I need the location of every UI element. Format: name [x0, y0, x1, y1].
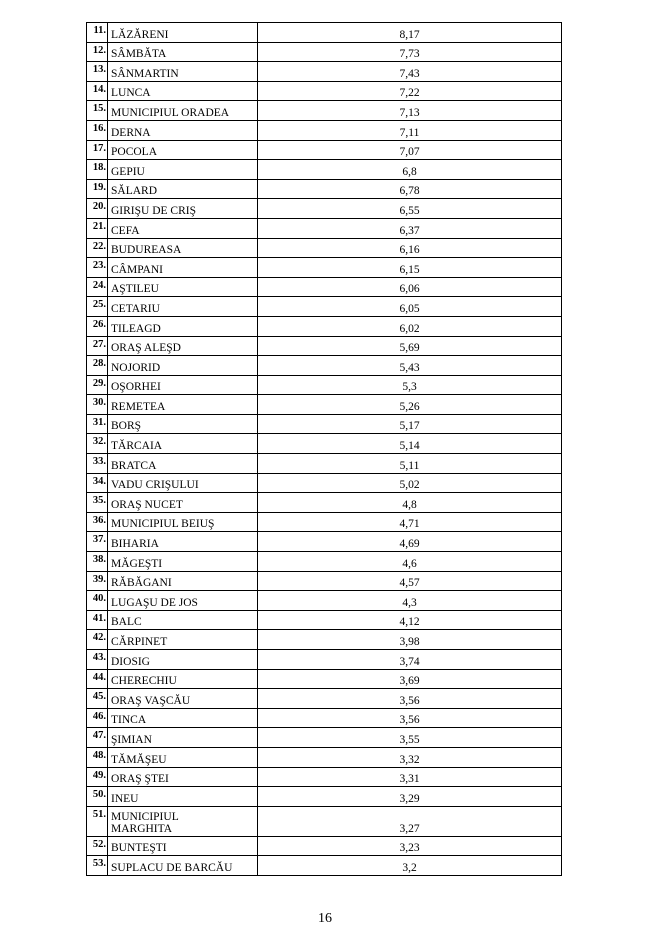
table-row	[87, 395, 562, 415]
score-cell: 4,71	[258, 512, 562, 532]
locality-name-cell: ORAŞ ŞTEI	[108, 767, 258, 787]
score-cell: 3,56	[258, 689, 562, 709]
score-cell: 3,32	[258, 747, 562, 767]
locality-name-cell: AŞTILEU	[108, 277, 258, 297]
score-cell: 3,74	[258, 650, 562, 670]
locality-name-cell: LĂZĂRENI	[108, 23, 258, 43]
score-cell: 7,11	[258, 120, 562, 140]
score-cell: 7,43	[258, 62, 562, 82]
rank-cell: 48.	[87, 747, 108, 767]
locality-name-cell: SUPLACU DE BARCĂU	[108, 856, 258, 876]
score-cell: 3,98	[258, 630, 562, 650]
rank-cell: 18.	[87, 160, 108, 180]
rank-cell: 17.	[87, 140, 108, 160]
locality-name-cell: CETARIU	[108, 297, 258, 317]
table-row	[87, 434, 562, 454]
rank-cell: 50.	[87, 787, 108, 807]
locality-name-cell: CĂRPINET	[108, 630, 258, 650]
rank-cell: 24.	[87, 277, 108, 297]
score-cell: 7,73	[258, 42, 562, 62]
score-cell: 5,11	[258, 454, 562, 474]
locality-name-cell: CEFA	[108, 218, 258, 238]
score-cell: 6,05	[258, 297, 562, 317]
table-row	[87, 336, 562, 356]
table-row	[87, 571, 562, 591]
locality-name-cell: ŞIMIAN	[108, 728, 258, 748]
table-row	[87, 856, 562, 876]
rank-cell: 15.	[87, 101, 108, 121]
rank-cell: 11.	[87, 23, 108, 43]
table-row	[87, 316, 562, 336]
score-cell: 3,69	[258, 669, 562, 689]
rank-cell: 19.	[87, 179, 108, 199]
score-cell: 4,69	[258, 532, 562, 552]
locality-name-cell: TĂMĂŞEU	[108, 747, 258, 767]
table-row	[87, 356, 562, 376]
table-row	[87, 493, 562, 513]
table-row	[87, 42, 562, 62]
rank-cell: 37.	[87, 532, 108, 552]
rank-cell: 51.	[87, 806, 108, 836]
table-row	[87, 62, 562, 82]
table-row	[87, 552, 562, 572]
table-row	[87, 669, 562, 689]
table-row	[87, 140, 562, 160]
locality-name-cell: ORAŞ VAŞCĂU	[108, 689, 258, 709]
rank-cell: 13.	[87, 62, 108, 82]
locality-name-cell: LUNCA	[108, 81, 258, 101]
locality-name-cell: BORŞ	[108, 414, 258, 434]
score-cell: 5,02	[258, 473, 562, 493]
locality-name-cell: ORAŞ NUCET	[108, 493, 258, 513]
rank-cell: 45.	[87, 689, 108, 709]
locality-name-cell: INEU	[108, 787, 258, 807]
locality-name-cell: MUNICIPIUL ORADEA	[108, 101, 258, 121]
table-row	[87, 747, 562, 767]
score-cell: 7,22	[258, 81, 562, 101]
rank-cell: 44.	[87, 669, 108, 689]
rank-cell: 27.	[87, 336, 108, 356]
rank-cell: 22.	[87, 238, 108, 258]
table-row	[87, 532, 562, 552]
table-row	[87, 708, 562, 728]
table-row	[87, 806, 562, 836]
table-row	[87, 767, 562, 787]
table-row	[87, 258, 562, 278]
rank-cell: 23.	[87, 258, 108, 278]
rank-cell: 33.	[87, 454, 108, 474]
locality-name-cell: NOJORID	[108, 356, 258, 376]
rank-cell: 16.	[87, 120, 108, 140]
locality-name-line: MUNICIPIUL	[111, 810, 179, 823]
table-row	[87, 787, 562, 807]
locality-name-cell: BUNTEŞTI	[108, 836, 258, 856]
locality-name-line: MARGHITA	[111, 822, 173, 835]
table-row	[87, 199, 562, 219]
ranking-table-body	[87, 23, 562, 876]
score-cell: 6,78	[258, 179, 562, 199]
score-cell: 6,8	[258, 160, 562, 180]
locality-name-cell: LUGAŞU DE JOS	[108, 591, 258, 611]
locality-name-cell: POCOLA	[108, 140, 258, 160]
score-cell: 4,6	[258, 552, 562, 572]
score-cell: 3,29	[258, 787, 562, 807]
score-cell: 6,15	[258, 258, 562, 278]
score-cell: 8,17	[258, 23, 562, 43]
score-cell: 7,07	[258, 140, 562, 160]
table-row	[87, 238, 562, 258]
table-row	[87, 297, 562, 317]
rank-cell: 35.	[87, 493, 108, 513]
table-row	[87, 81, 562, 101]
table-row	[87, 836, 562, 856]
rank-cell: 53.	[87, 856, 108, 876]
rank-cell: 43.	[87, 650, 108, 670]
score-cell: 5,26	[258, 395, 562, 415]
table-row	[87, 179, 562, 199]
table-row	[87, 120, 562, 140]
rank-cell: 29.	[87, 375, 108, 395]
rank-cell: 40.	[87, 591, 108, 611]
score-cell: 4,8	[258, 493, 562, 513]
table-row	[87, 728, 562, 748]
ranking-table	[86, 22, 562, 876]
rank-cell: 41.	[87, 610, 108, 630]
table-row	[87, 454, 562, 474]
table-row	[87, 414, 562, 434]
rank-cell: 21.	[87, 218, 108, 238]
locality-name-cell: RĂBĂGANI	[108, 571, 258, 591]
score-cell: 5,43	[258, 356, 562, 376]
rank-cell: 12.	[87, 42, 108, 62]
score-cell: 6,06	[258, 277, 562, 297]
locality-name-cell: GIRIŞU DE CRIŞ	[108, 199, 258, 219]
rank-cell: 42.	[87, 630, 108, 650]
rank-cell: 52.	[87, 836, 108, 856]
score-cell: 3,23	[258, 836, 562, 856]
table-row	[87, 689, 562, 709]
rank-cell: 49.	[87, 767, 108, 787]
locality-name-cell: BRATCA	[108, 454, 258, 474]
locality-name-cell: BUDUREASA	[108, 238, 258, 258]
locality-name-cell: VADU CRIŞULUI	[108, 473, 258, 493]
table-row	[87, 218, 562, 238]
locality-name-cell: DIOSIG	[108, 650, 258, 670]
table-row	[87, 375, 562, 395]
score-cell: 3,31	[258, 767, 562, 787]
locality-name-cell: TĂRCAIA	[108, 434, 258, 454]
rank-cell: 34.	[87, 473, 108, 493]
score-cell: 3,2	[258, 856, 562, 876]
score-cell: 5,3	[258, 375, 562, 395]
locality-name-cell	[108, 806, 258, 836]
page-number: 16	[318, 911, 332, 926]
rank-cell: 39.	[87, 571, 108, 591]
table-row	[87, 630, 562, 650]
score-cell: 4,3	[258, 591, 562, 611]
rank-cell: 25.	[87, 297, 108, 317]
locality-name-cell: BALC	[108, 610, 258, 630]
score-cell: 7,13	[258, 101, 562, 121]
table-row	[87, 23, 562, 43]
locality-name-cell: SÂMBĂTA	[108, 42, 258, 62]
table-row	[87, 650, 562, 670]
locality-name-cell: OŞORHEI	[108, 375, 258, 395]
locality-name-cell: CÂMPANI	[108, 258, 258, 278]
rank-cell: 31.	[87, 414, 108, 434]
locality-name-cell: CHERECHIU	[108, 669, 258, 689]
score-cell: 5,14	[258, 434, 562, 454]
score-cell: 4,57	[258, 571, 562, 591]
score-cell: 6,02	[258, 316, 562, 336]
rank-cell: 14.	[87, 81, 108, 101]
locality-name-cell: BIHARIA	[108, 532, 258, 552]
score-cell: 5,69	[258, 336, 562, 356]
locality-name-cell: REMETEA	[108, 395, 258, 415]
table-row	[87, 512, 562, 532]
locality-name-cell: DERNA	[108, 120, 258, 140]
locality-name-cell: MĂGEŞTI	[108, 552, 258, 572]
locality-name-cell: TILEAGD	[108, 316, 258, 336]
score-cell: 6,16	[258, 238, 562, 258]
table-row	[87, 473, 562, 493]
rank-cell: 36.	[87, 512, 108, 532]
score-cell: 3,55	[258, 728, 562, 748]
rank-cell: 38.	[87, 552, 108, 572]
locality-name-cell: MUNICIPIUL BEIUŞ	[108, 512, 258, 532]
score-cell: 3,27	[258, 806, 562, 836]
score-cell: 6,37	[258, 218, 562, 238]
rank-cell: 30.	[87, 395, 108, 415]
rank-cell: 20.	[87, 199, 108, 219]
rank-cell: 47.	[87, 728, 108, 748]
table-row	[87, 591, 562, 611]
locality-name-cell: TINCA	[108, 708, 258, 728]
score-cell: 3,56	[258, 708, 562, 728]
rank-cell: 46.	[87, 708, 108, 728]
locality-name-cell: GEPIU	[108, 160, 258, 180]
score-cell: 6,55	[258, 199, 562, 219]
rank-cell: 26.	[87, 316, 108, 336]
locality-name-cell: SĂLARD	[108, 179, 258, 199]
table-row	[87, 277, 562, 297]
table-row	[87, 160, 562, 180]
table-row	[87, 101, 562, 121]
locality-name-cell: SÂNMARTIN	[108, 62, 258, 82]
rank-cell: 28.	[87, 356, 108, 376]
locality-name-cell: ORAŞ ALEŞD	[108, 336, 258, 356]
table-row	[87, 610, 562, 630]
score-cell: 5,17	[258, 414, 562, 434]
rank-cell: 32.	[87, 434, 108, 454]
score-cell: 4,12	[258, 610, 562, 630]
